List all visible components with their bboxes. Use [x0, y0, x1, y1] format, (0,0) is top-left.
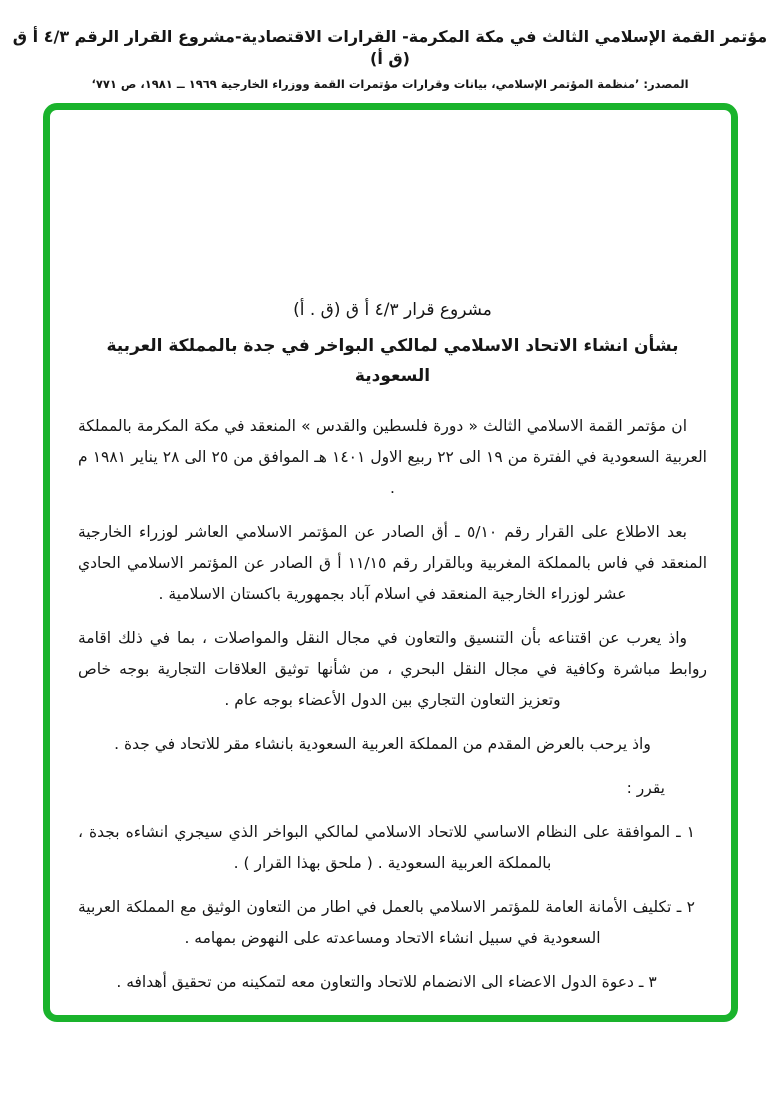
decision-item: ١ ـ الموافقة على النظام الاساسي للاتحاد الاسلامي لمالكي البواخر الذي سيجري انشاءه بجدة ، بالمملكة العربية السعودية . ( ملحق بهذا القرار ) .	[78, 823, 695, 872]
document-body	[50, 110, 731, 1022]
preamble-paragraph: واذ يعرب عن اقتناعه بأن التنسيق والتعاون في مجال النقل والمواصلات ، بما في ذلك اقامة روابط مباشرة وكافية في مجال النقل البحري ، من شأنها توثيق العلاقات التجارية بوجه خاص وتعزيز التعاون التجاري بين الدول الأعضاء بوجه عام .	[78, 629, 707, 709]
green-highlight-frame	[43, 103, 738, 1022]
decision-intro: يقرر :	[626, 779, 665, 797]
page-header	[0, 0, 780, 92]
decision-item: ٢ ـ تكليف الأمانة العامة للمؤتمر الاسلامي بالعمل في اطار من التعاون الوثيق مع المملكة العربية السعودية في سبيل انشاء الاتحاد ومساعدته على النهوض بمهامه .	[78, 898, 695, 947]
preamble-paragraph: ان مؤتمر القمة الاسلامي الثالث « دورة فلسطين والقدس » المنعقد في مكة المكرمة بالمملكة العربية السعودية في الفترة من ١٩ الى ٢٢ ربيع الاول ١٤٠١ هـ الموافق من ٢٥ الى ٢٨ يناير ١٩٨١ م .	[78, 417, 707, 497]
resolution-title: مشروع قرار ٤/٣ أ ق (ق . أ)	[293, 300, 492, 320]
decision-item: ٣ ـ دعوة الدول الاعضاء الى الانضمام للاتحاد والتعاون معه لتمكينه من تحقيق أهدافه .	[116, 973, 657, 991]
preamble-paragraph: بعد الاطلاع على القرار رقم ٥/١٠ ـ أق الصادر عن المؤتمر الاسلامي العاشر لوزراء الخارجية المنعقد في فاس بالمملكة المغربية وبالقرار رقم ١١/١٥ أ ق الصادر عن المؤتمر الاسلامي الحادي عشر لوزراء الخارجية المنعقد في اسلام آباد بجمهورية باكستان الاسلامية .	[78, 523, 707, 603]
header-source-citation: المصدر: ’منظمة المؤتمر الإسلامي، بيانات وقرارات مؤتمرات القمة ووزراء الخارجية ١٩٦٩ ــ ١٩٨١، ص ٧٧١‘	[91, 77, 689, 91]
header-source-title: مؤتمر القمة الإسلامي الثالث في مكة المكرمة- القرارات الاقتصادية-مشروع القرار الرقم ٤/٣ أ ق (ق أ)	[12, 27, 768, 68]
preamble-paragraph: واذ يرحب بالعرض المقدم من المملكة العربية السعودية بانشاء مقر للاتحاد في جدة .	[114, 735, 651, 753]
resolution-subject: بشأن انشاء الاتحاد الاسلامي لمالكي البواخر في جدة بالمملكة العربية السعودية	[106, 336, 679, 386]
